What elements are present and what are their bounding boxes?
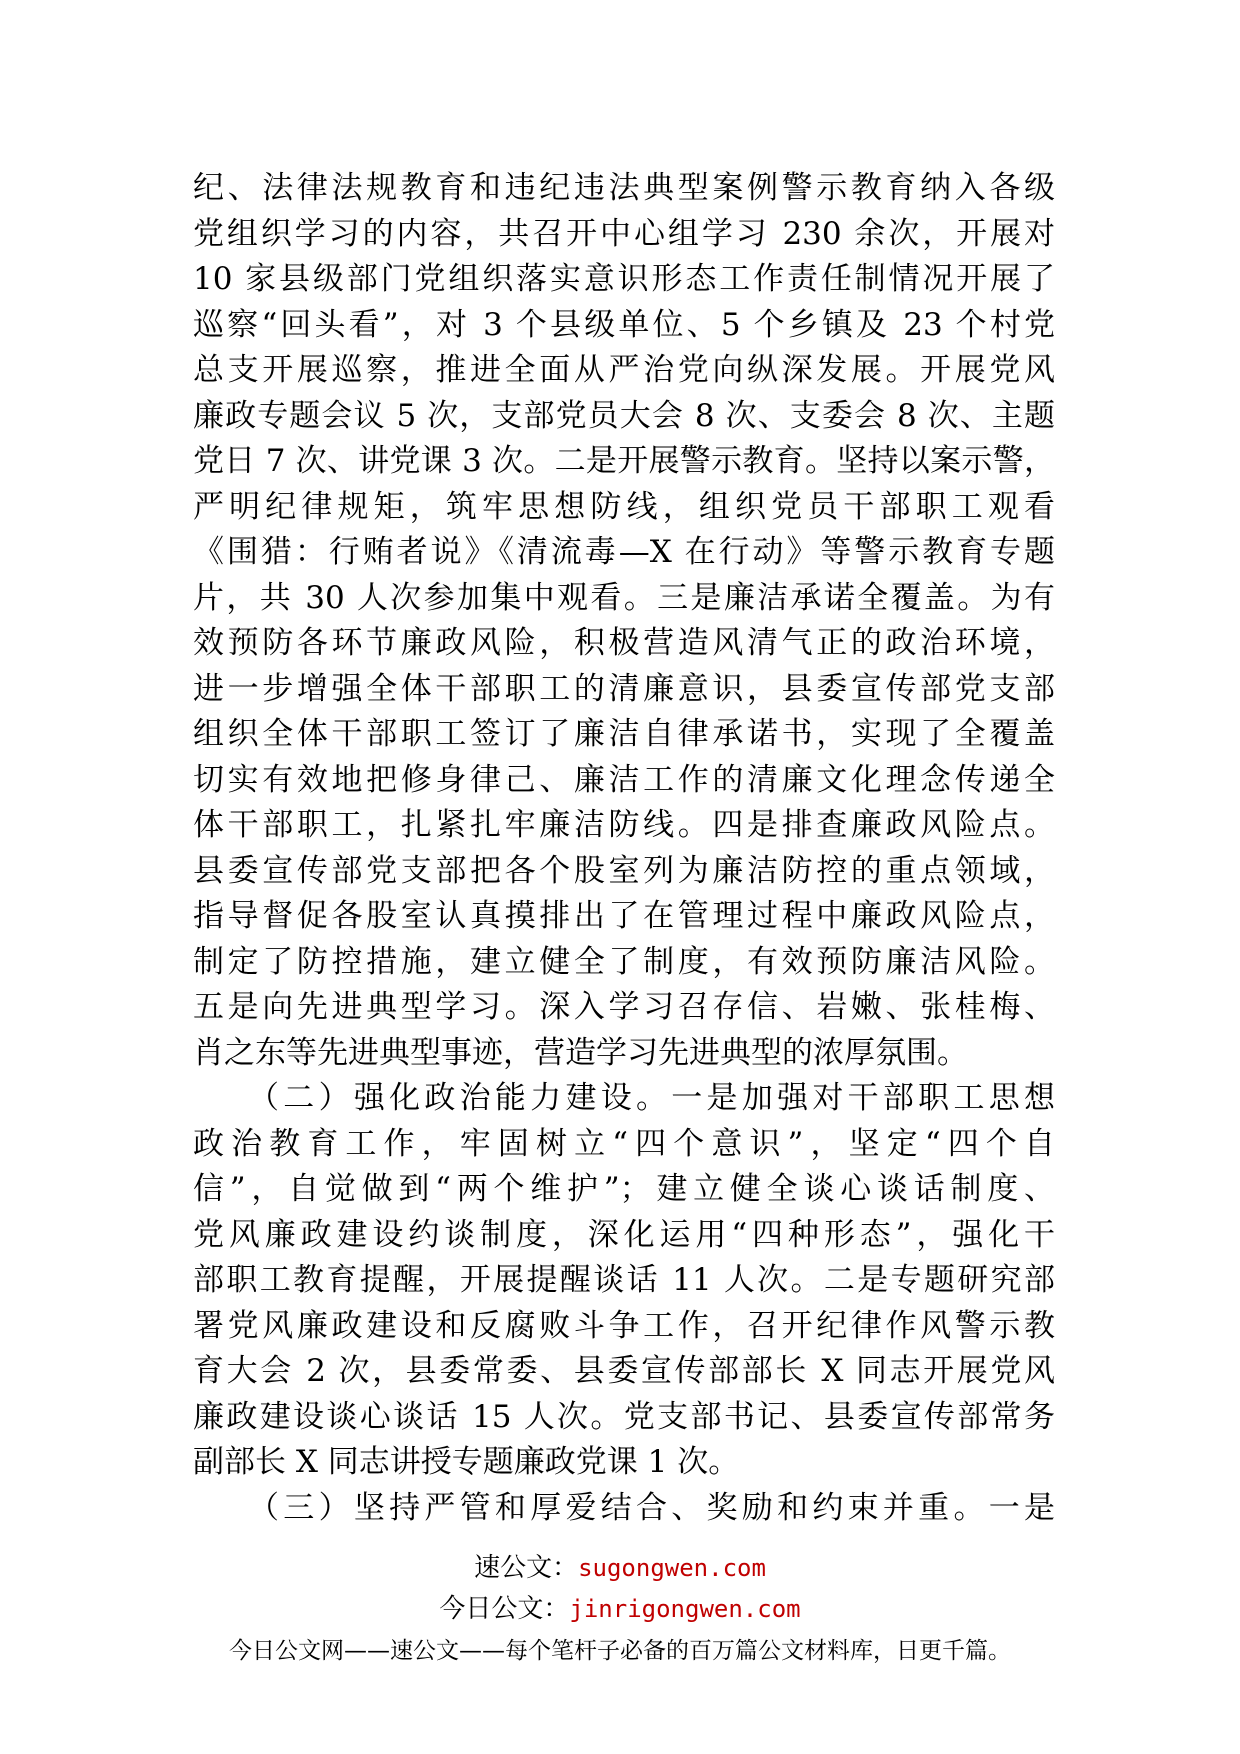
text-line: 署党风廉政建设和反腐败斗争工作，召开纪律作风警示教 xyxy=(193,1307,1055,1344)
text-line: 《围猎：行贿者说》《清流毒—X 在行动》等警示教育专题 xyxy=(193,534,1055,570)
footer-label: 速公文： xyxy=(474,1553,579,1583)
text-line: 巡察“回头看”，对 3 个县级单位、5 个乡镇及 23 个村党 xyxy=(193,306,1055,343)
text-line: 部职工教育提醒，开展提醒谈话 11 人次。二是专题研究部 xyxy=(193,1262,1055,1298)
text-line: 政治教育工作，牢固树立“四个意识”，坚定“四个自 xyxy=(193,1125,1055,1162)
text-line: 廉政建设谈心谈话 15 人次。党支部书记、县委宣传部常务 xyxy=(193,1398,1055,1435)
text-line: 指导督促各股室认真摸排出了在管理过程中廉政风险点， xyxy=(193,898,1055,934)
text-line: 县委宣传部党支部把各个股室列为廉洁防控的重点领域， xyxy=(193,852,1055,889)
footer-tagline: 今日公文网——速公文——每个笔杆子必备的百万篇公文材料库，日更千篇。 xyxy=(229,1638,1011,1664)
footer-link-jinrigongwen[interactable]: jinrigongwen.com xyxy=(569,1595,801,1623)
text-line: 切实有效地把修身律己、廉洁工作的清廉文化理念传递全 xyxy=(193,761,1055,798)
text-line: 肖之东等先进典型事迹，营造学习先进典型的浓厚氛围。 xyxy=(193,1034,968,1071)
text-line: （三）坚持严管和厚爱结合、奖励和约束并重。一是 xyxy=(193,1489,1055,1526)
footer-link-sugongwen[interactable]: sugongwen.com xyxy=(578,1554,766,1582)
text-line: 总支开展巡察，推进全面从严治党向纵深发展。开展党风 xyxy=(193,352,1055,388)
text-line: 信”，自觉做到“两个维护”；建立健全谈心谈话制度、 xyxy=(193,1171,1055,1207)
text-line: 片，共 30 人次参加集中观看。三是廉洁承诺全覆盖。为有 xyxy=(193,579,1055,616)
footer-jinrigongwen xyxy=(0,1588,1240,1625)
text-line: 育大会 2 次，县委常委、县委宣传部部长 X 同志开展党风 xyxy=(193,1353,1055,1389)
text-line: 党风廉政建设约谈制度，深化运用“四种形态”，强化干 xyxy=(193,1216,1055,1253)
text-line: 效预防各环节廉政风险，积极营造风清气正的政治环境， xyxy=(193,625,1055,661)
text-line: 进一步增强全体干部职工的清廉意识，县委宣传部党支部 xyxy=(193,670,1055,707)
text-line: 组织全体干部职工签订了廉洁自律承诺书，实现了全覆盖 xyxy=(193,716,1055,752)
body-text xyxy=(193,166,1055,1531)
text-line: 五是向先进典型学习。深入学习召存信、岩嫩、张桂梅、 xyxy=(193,989,1055,1025)
text-line: 制定了防控措施，建立健全了制度，有效预防廉洁风险。 xyxy=(193,943,1055,980)
text-line: 纪、法律法规教育和违纪违法典型案例警示教育纳入各级 xyxy=(193,170,1055,206)
text-line: 党组织学习的内容，共召开中心组学习 230 余次，开展对 xyxy=(193,215,1055,252)
text-line: 10 家县级部门党组织落实意识形态工作责任制情况开展了 xyxy=(193,261,1055,297)
text-line: 副部长 X 同志讲授专题廉政党课 1 次。 xyxy=(193,1444,740,1480)
text-line: 党日 7 次、讲党课 3 次。二是开展警示教育。坚持以案示警， xyxy=(193,443,1055,479)
text-line: 廉政专题会议 5 次，支部党员大会 8 次、支委会 8 次、主题 xyxy=(193,397,1055,434)
text-line: 体干部职工，扎紧扎牢廉洁防线。四是排查廉政风险点。 xyxy=(193,807,1055,843)
text-line: 严明纪律规矩，筑牢思想防线，组织党员干部职工观看 xyxy=(193,488,1055,525)
footer-label: 今日公文： xyxy=(439,1594,570,1624)
text-line: （二）强化政治能力建设。一是加强对干部职工思想 xyxy=(193,1080,1055,1116)
footer-sugongwen xyxy=(0,1547,1240,1584)
